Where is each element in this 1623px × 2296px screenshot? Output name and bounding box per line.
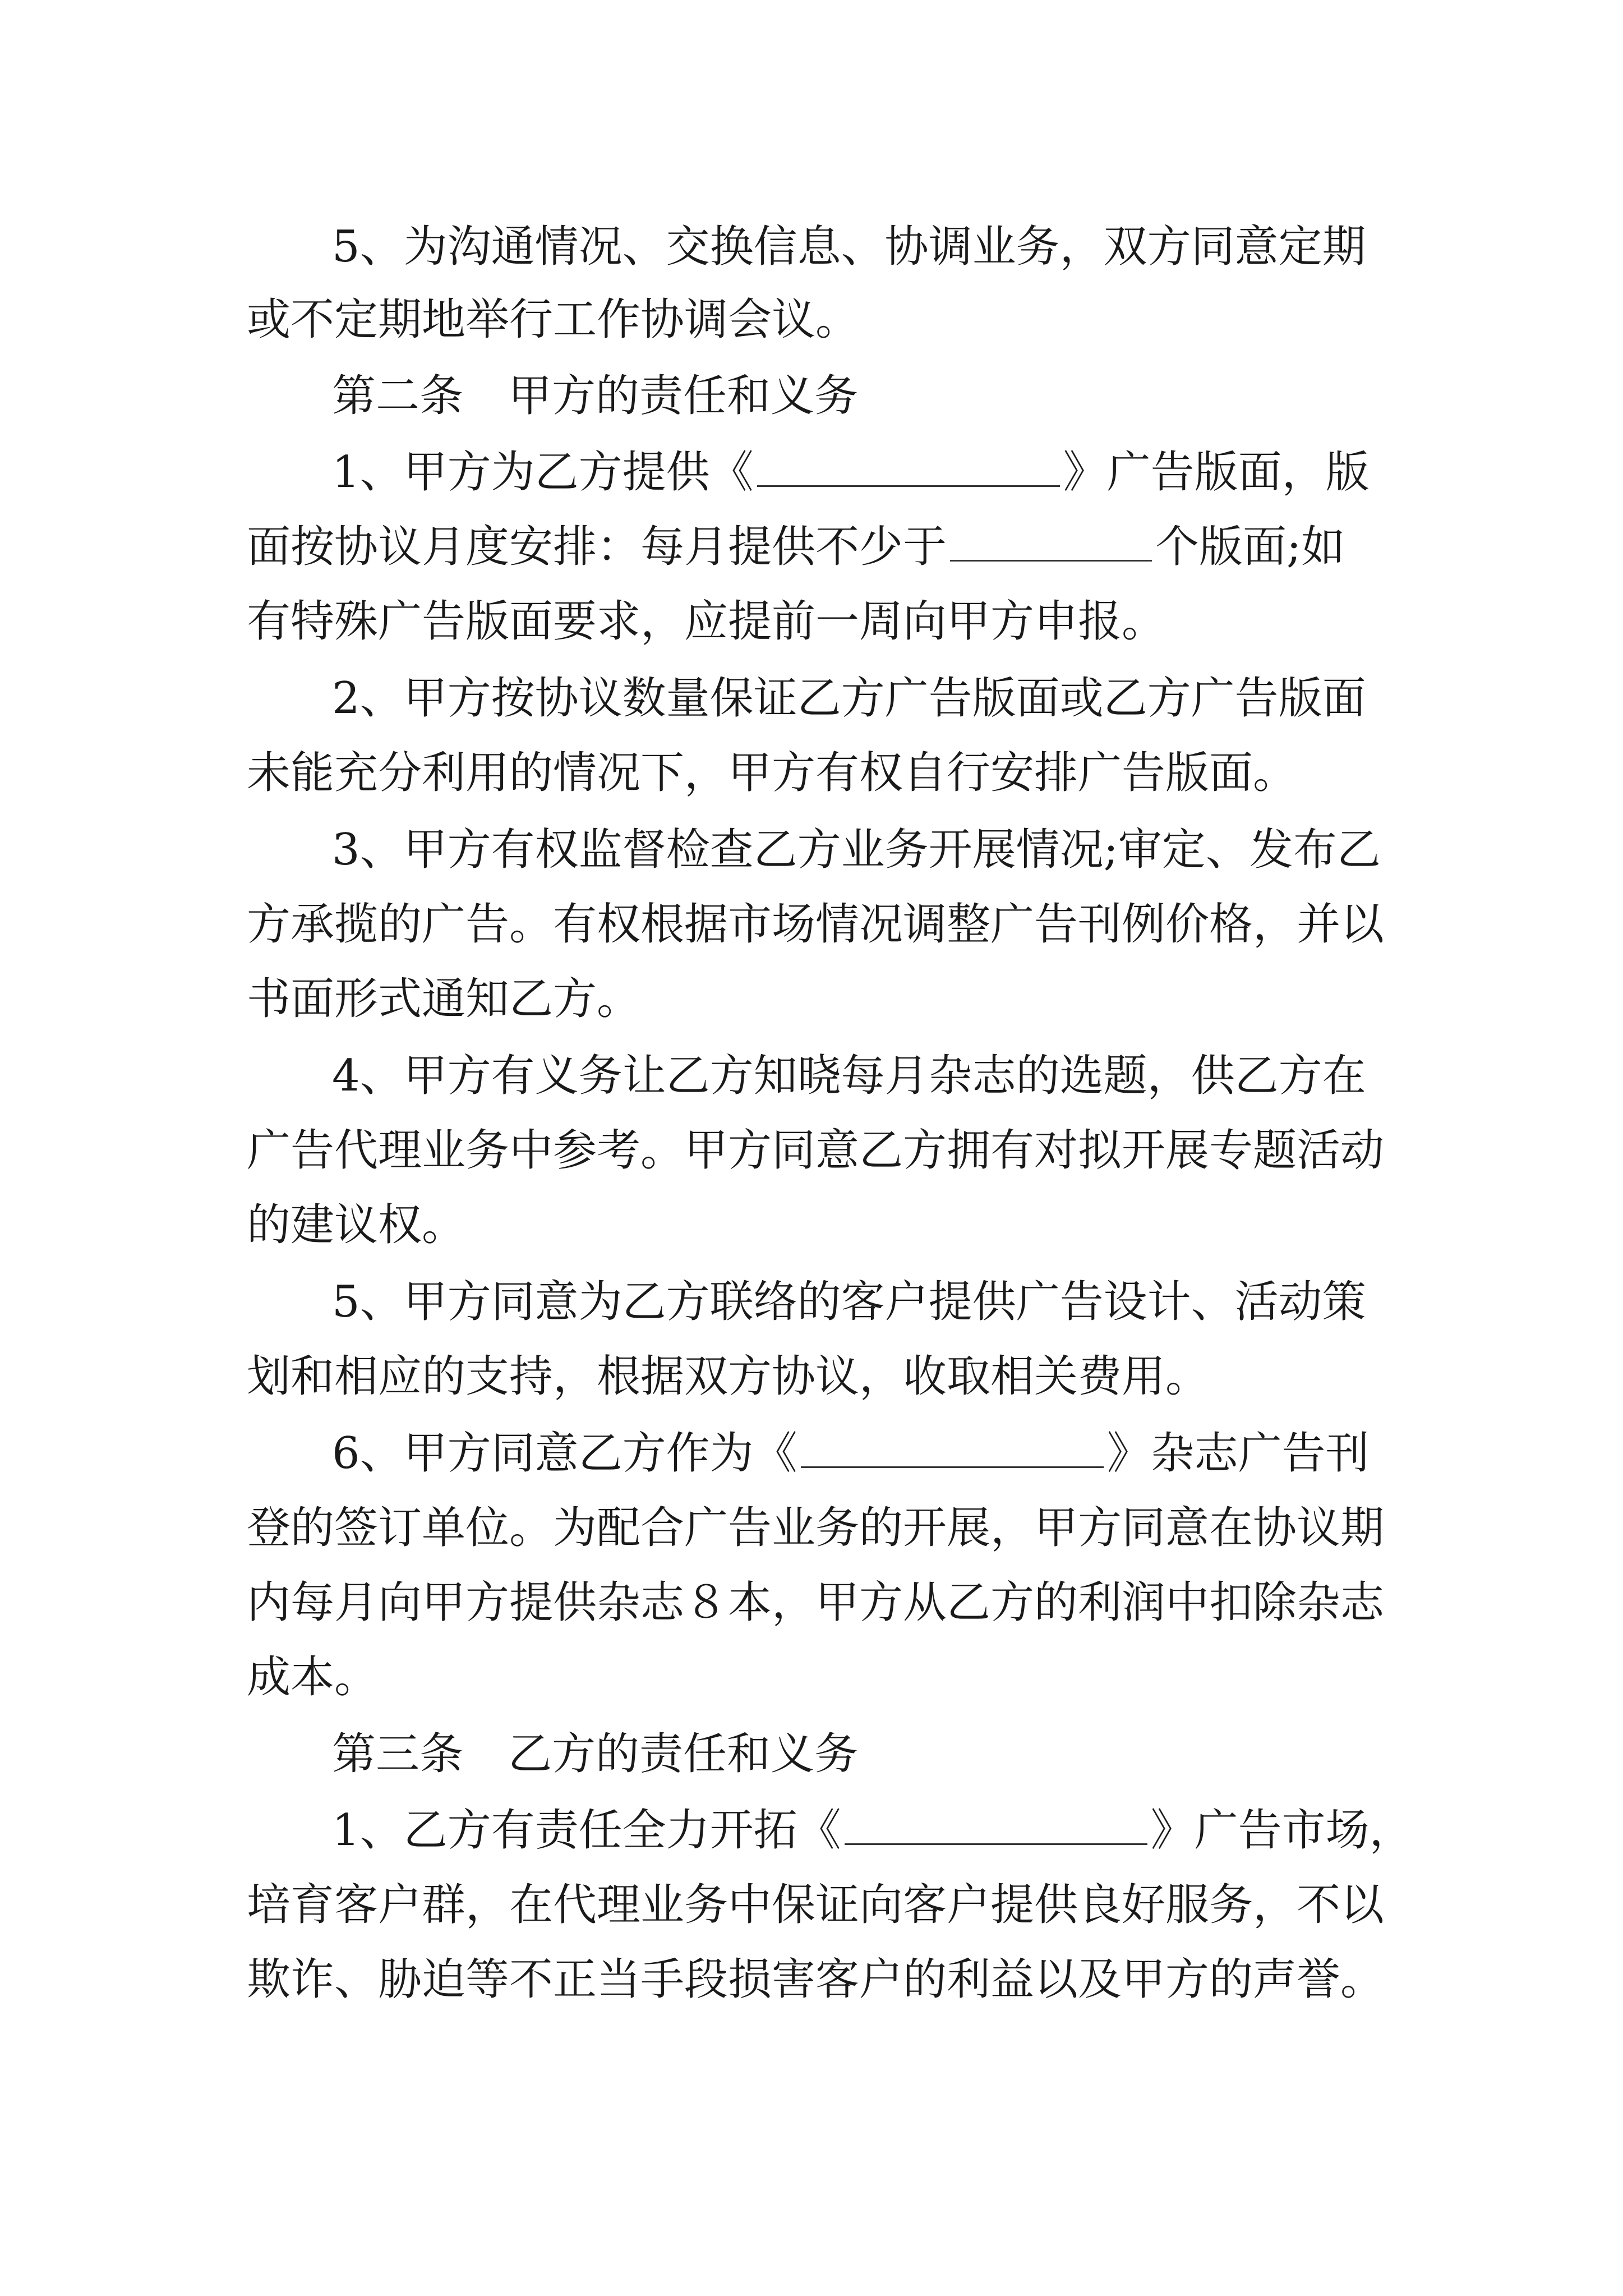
paragraph-line: [332, 1274, 1366, 1330]
text-run: 划和相应的支持，根据双方协议，收取相关费用。: [247, 1351, 1210, 1402]
paragraph-line: [247, 519, 1345, 575]
text-run: 方承揽的广告。有权根据市场情况调整广告刊例价格，并以: [247, 899, 1385, 950]
section-heading-3: [332, 1726, 858, 1782]
paragraph-line: [247, 1575, 1384, 1631]
section-title: 乙方的责任和义务: [508, 1729, 859, 1779]
paragraph-line: [247, 1877, 1384, 1933]
text-run: 5、甲方同意为乙方联络的客户提供广告设计、活动策: [332, 1277, 1366, 1327]
section-number: 第二条: [332, 371, 464, 421]
paragraph-line: [247, 1952, 1384, 2008]
section-heading-2: [332, 368, 858, 424]
text-run: 的建议权。: [247, 1200, 466, 1250]
text-run: 2、甲方按协议数量保证乙方广告版面或乙方广告版面: [332, 673, 1366, 724]
text-run: 1、乙方有责任全力开拓《: [332, 1805, 841, 1856]
text-run: 欺诈、胁迫等不正当手段损害客户的利益以及甲方的声誉。: [247, 1954, 1385, 2005]
paragraph-line: [247, 593, 1165, 650]
fill-blank: [950, 519, 1152, 562]
text-run: 培育客户群，在代理业务中保证向客户提供良好服务，不以: [247, 1880, 1385, 1930]
paragraph-line: [247, 971, 640, 1027]
text-run: 》杂志广告刊: [1106, 1428, 1370, 1479]
text-run: 广告代理业务中参考。甲方同意乙方拥有对拟开展专题活动: [247, 1125, 1385, 1176]
paragraph-line: [247, 896, 1384, 953]
paragraph-line: [247, 1500, 1384, 1556]
paragraph-line: [332, 1425, 1370, 1481]
fill-blank: [757, 445, 1060, 487]
text-run: 有特殊广告版面要求，应提前一周向甲方申报。: [247, 596, 1166, 647]
text-run: 未能充分利用的情况下，甲方有权自行安排广告版面。: [247, 748, 1297, 798]
text-run: 登的签订单位。为配合广告业务的开展，甲方同意在协议期: [247, 1503, 1385, 1553]
text-run: 》广告版面，版: [1063, 447, 1370, 498]
paragraph-line: [332, 822, 1381, 878]
text-run: 5、为沟通情况、交换信息、协调业务，双方同意定期: [332, 222, 1366, 272]
text-run: 成本。: [247, 1652, 379, 1703]
text-run: 6、甲方同意乙方作为《: [332, 1428, 797, 1479]
paragraph-line: [247, 1649, 378, 1705]
section-title: 甲方的责任和义务: [508, 371, 859, 421]
text-run: 1、甲方为乙方提供《: [332, 447, 754, 498]
text-run: 4、甲方有义务让乙方知晓每月杂志的选题，供乙方在: [332, 1051, 1366, 1101]
paragraph-line: [247, 1349, 1209, 1405]
paragraph-line: [247, 1122, 1384, 1179]
text-run: 面按协议月度安排：每月提供不少于: [247, 522, 947, 572]
paragraph-line: [332, 670, 1366, 726]
fill-blank: [801, 1426, 1104, 1468]
text-run: 书面形式通知乙方。: [247, 974, 641, 1024]
text-run: 》广告市场，: [1150, 1805, 1413, 1856]
paragraph-line: [247, 1197, 465, 1253]
text-run: 3、甲方有权监督检查乙方业务开展情况;审定、发布乙: [332, 825, 1381, 875]
fill-blank: [845, 1803, 1147, 1845]
paragraph-line: [247, 745, 1297, 801]
paragraph-line: [247, 292, 859, 348]
text-run: 个版面;如: [1155, 522, 1345, 572]
paragraph-line: [332, 1048, 1366, 1104]
paragraph-line: [332, 1802, 1413, 1858]
paragraph-line: [332, 219, 1366, 275]
text-run: 内每月向甲方提供杂志８本，甲方从乙方的利润中扣除杂志: [247, 1577, 1385, 1628]
paragraph-line: [332, 444, 1370, 500]
text-run: 或不定期地举行工作协调会议。: [247, 295, 860, 345]
section-number: 第三条: [332, 1729, 464, 1779]
